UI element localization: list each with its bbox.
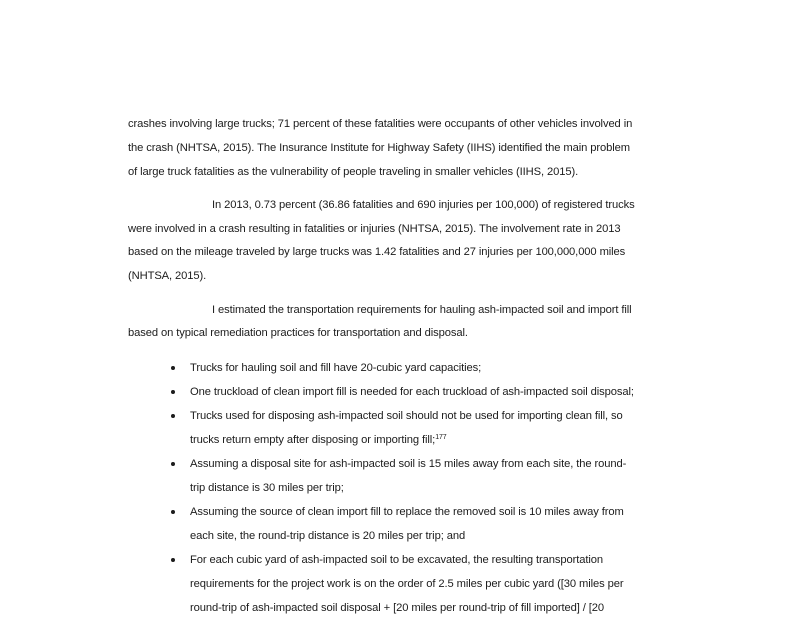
paragraph-2-line-3: based on the mileage traveled by large trucks was 1.42 fatalities and 27 injuries per 100,000,000 miles <box>128 246 626 258</box>
bullet-6-line-1: For each cubic yard of ash-impacted soil to be excavated, the resulting transportation <box>190 554 604 566</box>
bullet-1-line-1: Trucks for hauling soil and fill have 20-cubic yard capacities; <box>190 362 482 374</box>
bullet-4-line-2: trip distance is 30 miles per trip; <box>190 482 344 494</box>
bullet-dot <box>171 366 175 370</box>
bullet-5-line-2: each site, the round-trip distance is 20 miles per trip; and <box>190 530 466 542</box>
bullet-4-line-1: Assuming a disposal site for ash-impacted soil is 15 miles away from each site, the round- <box>190 458 627 470</box>
paragraph-3-line-1: I estimated the transportation requirements for hauling ash-impacted soil and import fill <box>212 304 632 316</box>
bullet-6-line-3: round-trip of ash-impacted soil disposal + [20 miles per round-trip of fill imported] / [20 <box>190 602 605 614</box>
paragraph-1-line-2: the crash (NHTSA, 2015). The Insurance Institute for Highway Safety (IIHS) identified the main problem <box>128 142 630 154</box>
bullet-dot <box>171 390 175 394</box>
bullet-dot <box>171 558 175 562</box>
bullet-5-line-1: Assuming the source of clean import fill to replace the removed soil is 10 miles away from <box>190 506 624 518</box>
paragraph-2-line-1: In 2013, 0.73 percent (36.86 fatalities and 690 injuries per 100,000) of registered trucks <box>212 199 635 211</box>
paragraph-1-line-3: of large truck fatalities as the vulnerability of people traveling in smaller vehicles (IIHS, 2015). <box>128 166 579 178</box>
bullet-2-line-1: One truckload of clean import fill is needed for each truckload of ash-impacted soil disposal; <box>190 386 634 398</box>
bullet-dot <box>171 414 175 418</box>
paragraph-1-line-1: crashes involving large trucks; 71 percent of these fatalities were occupants of other vehicles involved in <box>128 118 633 130</box>
paragraph-3-line-2: based on typical remediation practices for transportation and disposal. <box>128 327 468 339</box>
footnote-marker: 177 <box>435 434 447 441</box>
bullet-6-line-2: requirements for the project work is on the order of 2.5 miles per cubic yard ([30 miles per <box>190 578 624 590</box>
bullet-3-line-2-text: trucks return empty after disposing or importing fill; <box>190 434 436 446</box>
paragraph-2-line-4: (NHTSA, 2015). <box>128 270 207 282</box>
bullet-3-line-1: Trucks used for disposing ash-impacted soil should not be used for importing clean fill, so <box>190 410 623 422</box>
bullet-dot <box>171 462 175 466</box>
paragraph-2-line-2: were involved in a crash resulting in fatalities or injuries (NHTSA, 2015). The involvement rate in 2013 <box>128 223 621 235</box>
bullet-3-line-2 <box>190 433 447 447</box>
bullet-dot <box>171 510 175 514</box>
